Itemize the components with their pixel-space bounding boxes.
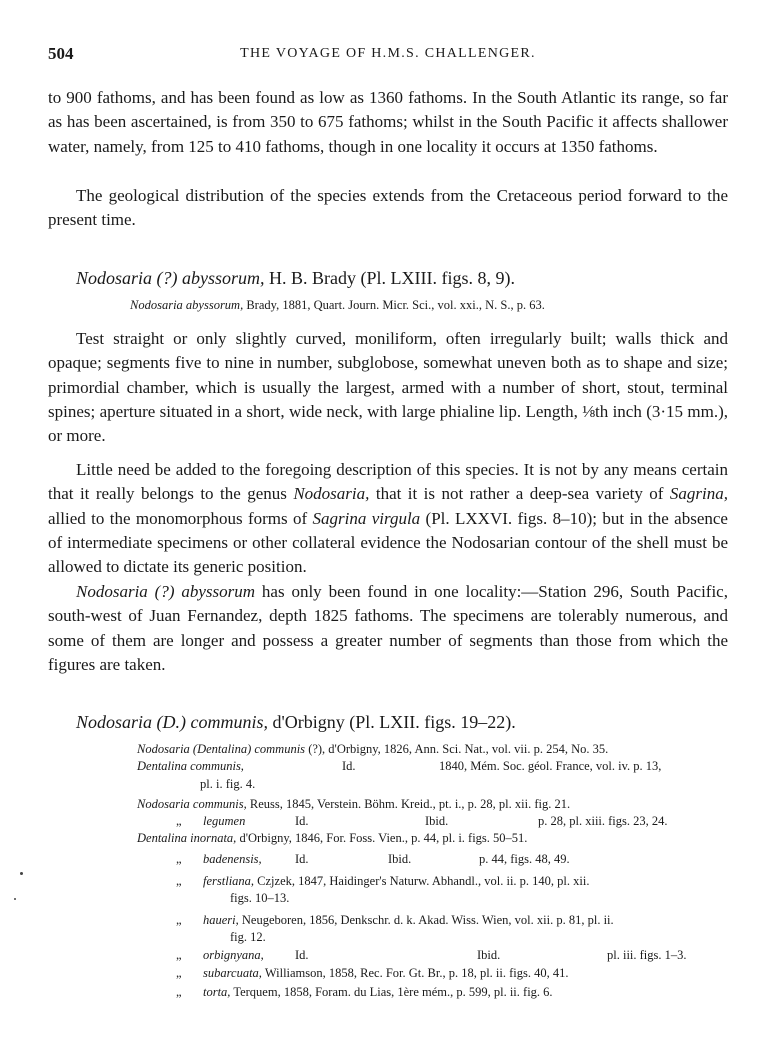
synonym-entry: [203, 873, 589, 890]
synonym-reference: Ibid.: [425, 814, 449, 828]
ditto-mark: „: [176, 852, 182, 866]
synonym-reference: Reuss, 1845, Verstein. Böhm. Kreid., pt. i., p. 28, pl. xii. fig. 21.: [246, 797, 571, 811]
synonym-name: Dentalina communis,: [137, 759, 244, 773]
species-name: Sagrina virgula: [312, 508, 421, 528]
synonym-entry: [203, 965, 568, 982]
ditto-mark: „: [176, 874, 182, 888]
synonym-reference: Czjzek, 1847, Haidinger's Naturw. Abhandl., vol. ii. p. 140, pl. xii.: [254, 874, 590, 888]
intro-paragraph-1: to 900 fathoms, and has been found as low as 1360 fathoms. In the South Atlantic its range, so far as has been ascertained, is from 350 to 675 fathoms; whilst in the South Pacific it affects shallower water, namely, from 125 to 410 fathoms, though in one locality it occurs at 1350 fathoms.: [48, 88, 728, 156]
synonym-name: torta,: [203, 985, 231, 999]
synonym-entry: [130, 298, 545, 313]
synonym-entry: [203, 912, 614, 929]
synonym-name: ferstliana,: [203, 874, 255, 888]
synonym-reference: Ibid.: [477, 948, 501, 962]
genus-name: Nodosaria,: [293, 484, 370, 504]
synonym-entry: [137, 741, 608, 758]
synonym-reference: Brady, 1881, Quart. Journ. Micr. Sci., vol. xxi., N. S., p. 63.: [243, 298, 545, 312]
abyssorum-discussion-2: Nodosaria (?) abyssorum has only been found in one locality:—Station 296, South Pacific, south-west of Juan Fernandez, depth 1825 fathoms. The specimens are tolerably numerous, and some of them are longer and possess a greater number of segments than those from which the figures are taken.: [48, 582, 728, 674]
synonym-name: Nodosaria abyssorum,: [130, 298, 244, 312]
print-speck: [20, 872, 23, 875]
synonym-reference: p. 44, figs. 48, 49.: [479, 852, 570, 866]
synonym-name: Nodosaria (Dentalina) communis: [137, 742, 306, 756]
species-description: Test straight or only slightly curved, moniliform, often irregularly built; walls thick and opaque; segments five to nine in number, subglobose, somewhat uneven both as to shape and size; primordial chamber, which is usually the largest, armed with a number of short, stout, terminal spines; aperture situated in a short, wide neck, with large phialine lip. Length, ⅛th inch (3·15 mm.), or more.: [48, 329, 728, 446]
synonym-entry: [137, 796, 570, 813]
running-head: THE VOYAGE OF H.M.S. CHALLENGER.: [240, 46, 536, 61]
synonym-name: haueri,: [203, 913, 239, 927]
synonym-reference: Id.: [295, 948, 309, 962]
genus-name: Sagrina,: [669, 484, 728, 504]
synonym-reference: Terquem, 1858, Foram. du Lias, 1ère mém., p. 599, pl. ii. fig. 6.: [230, 985, 553, 999]
synonym-reference: Ibid.: [388, 852, 412, 866]
ditto-mark: „: [176, 913, 182, 927]
synonym-reference: pl. iii. figs. 1–3.: [607, 948, 687, 962]
synonym-name: Dentalina inornata,: [137, 831, 237, 845]
synonym-reference: Id.: [342, 759, 356, 773]
synonym-name: Nodosaria communis,: [137, 797, 247, 811]
synonym-reference: (?), d'Orbigny, 1826, Ann. Sci. Nat., vol. vii. p. 254, No. 35.: [305, 742, 609, 756]
ditto-mark: „: [176, 948, 182, 962]
species-name: Nodosaria (?) abyssorum: [76, 582, 256, 601]
synonym-reference: d'Orbigny, 1846, For. Foss. Vien., p. 44, pl. i. figs. 50–51.: [236, 831, 528, 845]
page-number: 504: [48, 44, 74, 63]
ditto-mark: „: [176, 814, 182, 828]
synonym-entry: [137, 830, 527, 847]
ditto-mark: „: [176, 966, 182, 980]
synonym-name: subarcuata,: [203, 966, 262, 980]
synonym-reference: Id.: [295, 852, 309, 866]
synonym-continuation: fig. 12.: [230, 930, 266, 944]
synonym-entry: [203, 984, 553, 1001]
synonym-reference: 1840, Mém. Soc. géol. France, vol. iv. p. 13,: [439, 759, 662, 773]
ditto-mark: „: [176, 985, 182, 999]
synonym-reference: Neugeboren, 1856, Denkschr. d. k. Akad. Wiss. Wien, vol. xii. p. 81, pl. ii.: [238, 913, 614, 927]
synonym-entry: [203, 851, 570, 868]
species-authority: H. B. Brady (Pl. LXIII. figs. 8, 9).: [264, 268, 515, 288]
abyssorum-discussion-1: Little need be added to the foregoing description of this species. It is not by any means certain that it really belongs to the genus Nodosaria, that it is not rather a deep-sea variety of Sagrina, allied to the monomorphous forms of Sagrina virgula (Pl. LXXVI. figs. 8–10); but in the absence of intermediate specimens or other collateral evidence the Nodosarian contour of the shell must be allowed to dictate its generic position.: [48, 460, 728, 577]
synonym-name: badenensis,: [203, 852, 262, 866]
species-name: Nodosaria (?) abyssorum,: [76, 268, 265, 288]
print-speck: [14, 898, 16, 900]
synonym-reference: Id.: [295, 814, 309, 828]
synonym-reference: p. 28, pl. xiii. figs. 23, 24.: [538, 814, 668, 828]
species-heading-abyssorum: [76, 266, 515, 290]
intro-paragraph-2: The geological distribution of the species extends from the Cretaceous period forward to the present time.: [48, 186, 728, 230]
page-header: [48, 44, 728, 68]
species-name: Nodosaria (D.) communis,: [76, 712, 268, 732]
species-heading-communis: [76, 710, 516, 734]
species-authority: d'Orbigny (Pl. LXII. figs. 19–22).: [268, 712, 516, 732]
synonym-name: legumen: [203, 814, 246, 828]
synonym-name: orbignyana,: [203, 948, 264, 962]
synonym-entry: [203, 947, 687, 964]
synonym-continuation: pl. i. fig. 4.: [200, 777, 256, 791]
synonym-reference: Williamson, 1858, Rec. For. Gt. Br., p. 18, pl. ii. figs. 40, 41.: [261, 966, 569, 980]
synonym-continuation: figs. 10–13.: [230, 891, 290, 905]
synonym-entry: [203, 813, 668, 830]
synonym-entry: [137, 758, 662, 775]
